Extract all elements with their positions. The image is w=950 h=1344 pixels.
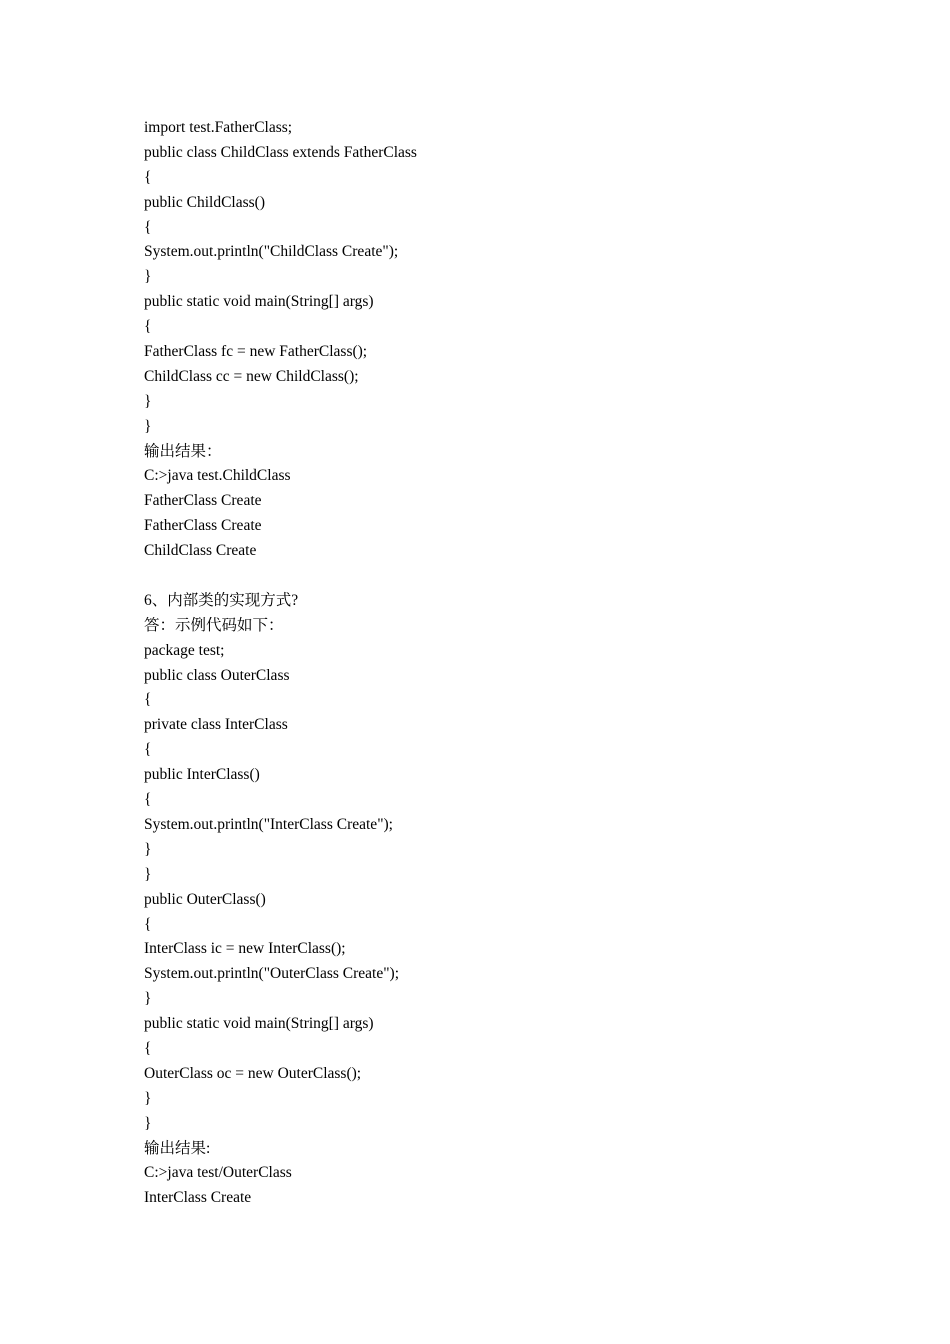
output-heading: 输出结果： (144, 442, 222, 460)
text-line: } (144, 392, 152, 410)
text-line: FatherClass Create (144, 492, 262, 510)
text-line: } (144, 1114, 152, 1132)
text-line: { (144, 915, 152, 933)
text-line: import test.FatherClass; (144, 119, 293, 136)
text-line: InterClass Create (144, 1189, 252, 1207)
text-line: public class OuterClass (144, 666, 290, 684)
text-line: { (144, 691, 152, 709)
blank-line (144, 564, 844, 589)
text-line: private class InterClass (144, 716, 288, 734)
document-body (144, 116, 844, 1211)
text-line: { (144, 218, 152, 236)
text-line: public static void main(String[] args) (144, 293, 374, 311)
text-line: ChildClass cc = new ChildClass(); (144, 367, 359, 385)
text-line: package test; (144, 641, 225, 659)
text-line: public class ChildClass extends FatherClass (144, 143, 417, 161)
output-heading: 输出结果: (144, 1139, 211, 1157)
text-line: { (144, 1039, 152, 1057)
text-line: } (144, 1089, 152, 1107)
text-line: } (144, 865, 152, 883)
text-line: } (144, 268, 152, 286)
answer-intro: 答：示例代码如下： (144, 616, 284, 634)
text-line: { (144, 791, 152, 809)
text-line: OuterClass oc = new OuterClass(); (144, 1064, 362, 1082)
text-line: } (144, 990, 152, 1008)
text-line: } (144, 840, 152, 858)
text-line: ChildClass Create (144, 542, 257, 560)
question-heading: 6、内部类的实现方式? (144, 591, 299, 609)
text-line: System.out.println("ChildClass Create"); (144, 243, 399, 261)
text-line: C:>java test/OuterClass (144, 1164, 292, 1182)
text-line: { (144, 168, 152, 186)
text-line: { (144, 741, 152, 759)
text-line: { (144, 318, 152, 336)
text-line: public InterClass() (144, 766, 260, 784)
text-line: System.out.println("OuterClass Create"); (144, 965, 400, 983)
text-line: public OuterClass() (144, 890, 266, 908)
text-line: InterClass ic = new InterClass(); (144, 940, 346, 958)
text-line: } (144, 417, 152, 435)
text-line: public static void main(String[] args) (144, 1015, 374, 1033)
text-line: public ChildClass() (144, 193, 265, 211)
text-line: System.out.println("InterClass Create"); (144, 815, 393, 833)
text-line: FatherClass fc = new FatherClass(); (144, 343, 368, 361)
text-line: FatherClass Create (144, 517, 262, 535)
text-line: C:>java test.ChildClass (144, 467, 291, 485)
